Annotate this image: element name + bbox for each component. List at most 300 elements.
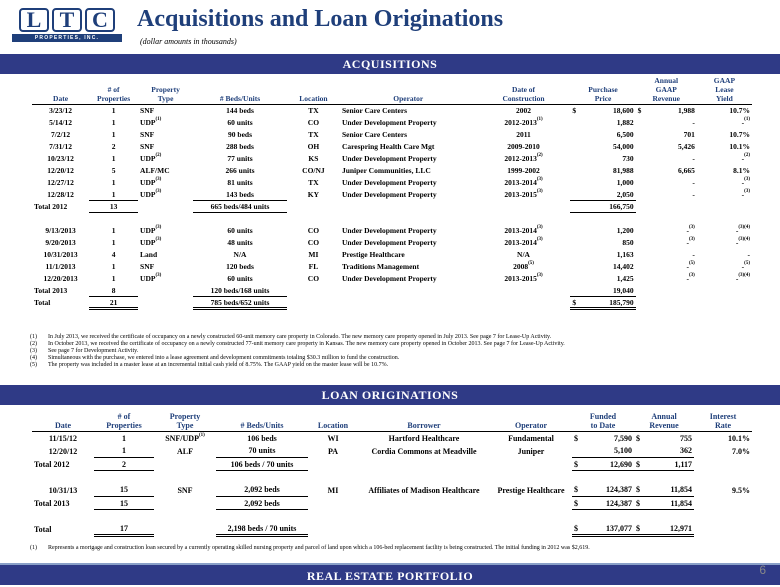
construction-cell — [477, 261, 571, 273]
price-symbol — [570, 189, 584, 201]
construction-cell-value: 2013-2015 — [504, 274, 537, 283]
construction-cell-value: 2002 — [516, 106, 531, 116]
date-cell-value: 12/28/12 — [47, 190, 74, 199]
col-interest-rate: Interest Rate — [694, 412, 752, 432]
location-cell — [287, 141, 340, 153]
num-cell-value: 4 — [111, 250, 116, 259]
location-cell — [287, 249, 340, 261]
empty-cell — [340, 297, 477, 309]
revenue-symbol — [636, 177, 650, 189]
total-row — [32, 458, 752, 471]
borrower-cell — [358, 484, 490, 497]
total-revenue-symbol — [634, 497, 648, 510]
col-annual-revenue: Annual Revenue — [634, 412, 694, 432]
beds-cell — [193, 249, 287, 261]
table-row — [32, 177, 752, 189]
revenue-cell-value: - — [692, 154, 695, 163]
total-label — [32, 458, 94, 471]
revenue-symbol — [636, 237, 650, 249]
date-cell — [32, 237, 89, 249]
beds-cell — [193, 117, 287, 129]
type-cell-value: UDP — [140, 226, 156, 235]
type-cell — [138, 165, 193, 177]
yield-cell — [697, 261, 752, 273]
yield-cell-value: - — [741, 118, 745, 127]
operator-cell — [340, 105, 477, 117]
operator-cell — [340, 165, 477, 177]
empty-cell — [650, 297, 697, 309]
footnote — [30, 334, 750, 341]
yield-cell — [697, 249, 752, 261]
construction-cell — [477, 273, 571, 285]
location-cell — [287, 153, 340, 165]
empty-cell — [358, 497, 490, 510]
price-cell — [585, 117, 636, 129]
footnote-ref: (5) — [744, 261, 750, 266]
date-cell — [32, 177, 89, 189]
operator-cell-value: Juniper — [517, 446, 545, 456]
price-symbol — [570, 153, 584, 165]
total-revenue-value: 1,117 — [674, 459, 692, 469]
date-cell — [32, 165, 89, 177]
operator-cell-value: Senior Care Centers — [341, 130, 408, 139]
total-funded — [586, 523, 634, 536]
revenue-symbol — [636, 225, 650, 237]
total-funded — [586, 497, 634, 510]
operator-cell-value: Under Development Property — [341, 178, 437, 187]
beds-cell — [216, 432, 308, 445]
footnote-ref: (3) — [688, 273, 695, 278]
price-cell — [585, 177, 636, 189]
date-cell — [32, 261, 89, 273]
date-cell — [32, 249, 89, 261]
revenue-cell-value: 701 — [683, 130, 695, 139]
date-cell-value: 12/20/12 — [47, 166, 74, 175]
location-cell — [287, 177, 340, 189]
company-logo — [8, 8, 126, 42]
type-cell-value: UDP — [140, 154, 156, 163]
location-cell — [308, 445, 358, 458]
total-revenue-value: 12,971 — [670, 523, 692, 533]
empty-cell — [697, 297, 752, 309]
operator-cell-value: Senior Care Centers — [341, 106, 408, 116]
price-symbol — [570, 117, 584, 129]
operator-cell — [340, 273, 477, 285]
funded-cell — [586, 484, 634, 497]
num-cell — [89, 249, 138, 261]
yield-cell-value: - — [735, 238, 739, 247]
rate-cell-value: 9.5% — [732, 485, 750, 495]
footnote-text: See page 7 for Development Activity. — [48, 348, 139, 354]
price-symbol — [570, 261, 584, 273]
location-cell — [287, 189, 340, 201]
acquisitions-header-row — [32, 76, 752, 105]
location-cell — [308, 484, 358, 497]
col-beds-units: # Beds/Units — [216, 412, 308, 432]
price-cell-value: 18,600 — [613, 106, 634, 116]
table-row — [32, 432, 752, 445]
total-num — [94, 497, 154, 510]
location-cell-value: KS — [308, 154, 319, 163]
revenue-cell-value: - — [692, 250, 695, 259]
revenue-symbol — [636, 273, 650, 285]
beds-cell — [193, 141, 287, 153]
location-cell-value: TX — [308, 178, 319, 187]
revenue-cell-value: - — [692, 178, 695, 187]
footnote-ref: (3) — [155, 273, 162, 278]
type-cell-value: SNF — [177, 485, 193, 495]
total-row — [32, 523, 752, 536]
yield-cell — [697, 129, 752, 141]
empty-cell — [308, 523, 358, 536]
revenue-cell-value: - — [686, 238, 689, 247]
operator-cell — [340, 261, 477, 273]
type-cell — [138, 105, 193, 117]
price-cell-value: 81,988 — [613, 166, 634, 175]
date-cell-value: 12/20/2013 — [43, 274, 78, 283]
empty-cell — [138, 201, 193, 213]
revenue-cell — [650, 117, 697, 129]
yield-cell — [697, 177, 752, 189]
date-cell — [32, 273, 89, 285]
location-cell — [308, 432, 358, 445]
revenue-cell — [650, 189, 697, 201]
table-row — [32, 105, 752, 117]
empty-cell — [154, 458, 216, 471]
yield-cell-value: - — [741, 154, 745, 163]
beds-cell — [193, 237, 287, 249]
type-cell — [138, 153, 193, 165]
total-beds — [193, 285, 287, 297]
col-date: Date — [32, 76, 89, 105]
total-funded-symbol — [572, 458, 586, 471]
price-cell-value: 6,500 — [616, 130, 634, 139]
footnote-text: The property was included in a master lease at an incremental initial cash yield of 8.75%. The GAAP yield on the master lease will be 10.7%. — [48, 362, 389, 368]
beds-cell-value: 48 units — [227, 238, 253, 247]
total-price — [585, 297, 636, 309]
revenue-cell — [650, 177, 697, 189]
beds-cell-value: 120 beds — [226, 262, 254, 271]
operator-cell — [490, 432, 572, 445]
revenue-cell — [650, 261, 697, 273]
revenue-cell-value: 1,988 — [677, 106, 695, 116]
footnote-text: Simultaneous with the purchase, we entered into a lease agreement and development commitments totaling $30.3 million to fund the construction. — [48, 355, 400, 361]
total-num-value: 17 — [120, 523, 128, 533]
revenue-symbol — [634, 484, 648, 497]
footnote-ref: (3) — [536, 273, 543, 278]
revenue-cell-value: - — [692, 118, 695, 127]
construction-cell — [477, 117, 571, 129]
price-cell-value: 1,163 — [616, 250, 634, 259]
date-cell — [32, 153, 89, 165]
borrower-cell — [358, 445, 490, 458]
empty-cell — [694, 523, 752, 536]
yield-cell-value: - — [741, 178, 745, 187]
col-location: Location — [308, 412, 358, 432]
date-cell — [32, 225, 89, 237]
num-cell — [89, 177, 138, 189]
location-cell — [287, 129, 340, 141]
construction-cell — [477, 141, 571, 153]
yield-cell — [697, 237, 752, 249]
location-cell-value: FL — [308, 262, 319, 271]
type-cell-value: ALF — [177, 446, 193, 456]
price-cell — [585, 141, 636, 153]
num-cell — [89, 153, 138, 165]
num-cell-value: 1 — [111, 154, 116, 163]
operator-cell-value: Juniper Communities, LLC — [341, 166, 431, 175]
type-cell — [138, 189, 193, 201]
location-cell — [287, 225, 340, 237]
price-symbol — [570, 141, 584, 153]
beds-cell-value: 60 units — [227, 226, 253, 235]
location-cell — [287, 105, 340, 117]
revenue-symbol — [634, 432, 648, 445]
total-beds — [216, 458, 308, 471]
total-revenue — [648, 497, 694, 510]
num-cell — [89, 273, 138, 285]
operator-cell — [340, 189, 477, 201]
empty-cell — [477, 285, 571, 297]
num-cell-value: 1 — [111, 262, 116, 271]
num-cell-value: 1 — [111, 130, 116, 139]
location-cell — [287, 237, 340, 249]
total-funded-symbol-value: $ — [574, 498, 578, 508]
yield-cell-value: 10.7% — [729, 130, 750, 139]
total-label — [32, 297, 89, 309]
footnote-ref: (3) — [688, 225, 695, 230]
operator-cell-value: Under Development Property — [341, 226, 437, 235]
total-beds-value: 665 beds/484 units — [210, 202, 270, 211]
total-price-value: 185,790 — [609, 297, 634, 307]
table-row — [32, 153, 752, 165]
total-row — [32, 297, 752, 309]
col-gaap-revenue: Annual GAAP Revenue — [636, 76, 697, 105]
total-revenue-symbol — [634, 523, 648, 536]
total-funded-value: 137,077 — [606, 523, 632, 533]
total-beds-value: 2,092 beds — [244, 498, 280, 508]
empty-cell — [340, 285, 477, 297]
date-cell-value: 10/23/12 — [47, 154, 74, 163]
total-beds-value: 120 beds/168 units — [210, 285, 270, 295]
funded-cell-value: 5,100 — [614, 446, 632, 456]
footnote-ref: (3) — [155, 189, 162, 194]
num-cell — [89, 261, 138, 273]
page-number: 6 — [759, 563, 766, 577]
total-revenue — [648, 523, 694, 536]
construction-cell-value: 2012-2013 — [504, 118, 537, 127]
yield-cell — [697, 273, 752, 285]
location-cell-value: PA — [327, 446, 339, 456]
location-cell-value: CO/NJ — [302, 166, 325, 175]
type-cell-value: SNF — [140, 262, 155, 271]
empty-cell — [650, 201, 697, 213]
operator-cell — [490, 445, 572, 458]
num-cell — [89, 105, 138, 117]
num-cell-value: 15 — [120, 485, 128, 495]
date-cell — [32, 445, 94, 458]
rate-cell-value: 7.0% — [732, 446, 750, 456]
price-cell — [585, 249, 636, 261]
beds-cell-value: 81 units — [227, 178, 253, 187]
beds-cell-value: 2,092 beds — [244, 485, 280, 495]
footnote-ref: (5) — [528, 261, 534, 266]
acquisitions-footnotes — [30, 334, 750, 369]
footnote-ref: (1) — [744, 117, 750, 122]
location-cell-value: OH — [307, 142, 320, 151]
revenue-symbol — [636, 105, 650, 117]
type-cell — [138, 129, 193, 141]
price-cell — [585, 273, 636, 285]
total-price-symbol — [570, 297, 584, 309]
total-funded-symbol-value: $ — [574, 523, 578, 533]
num-cell — [89, 129, 138, 141]
footnote-ref: (2) — [155, 153, 162, 158]
col-operator: Operator — [340, 76, 477, 105]
operator-cell-value: Prestige Healthcare — [497, 485, 565, 495]
revenue-cell-value: - — [686, 262, 689, 271]
price-symbol — [570, 225, 584, 237]
footnote-text: In July 2013, we received the certificate of occupancy on a newly constructed 60-unit memory care property in Colorado. The new memory care property opened in July 2013. See page 7 for Lease-Up Activity. — [48, 334, 552, 340]
total-label-value: Total 2013 — [34, 286, 68, 295]
operator-cell — [340, 129, 477, 141]
type-cell-value: UDP — [140, 178, 156, 187]
empty-cell — [154, 523, 216, 536]
total-price-symbol — [570, 201, 584, 213]
construction-cell-value: 2013-2015 — [504, 190, 537, 199]
operator-cell-value: Under Development Property — [341, 274, 437, 283]
num-cell-value: 1 — [111, 274, 116, 283]
beds-cell — [193, 261, 287, 273]
col-funded: Funded to Date — [572, 412, 634, 432]
price-cell — [585, 105, 636, 117]
yield-cell-value: - — [735, 274, 739, 283]
type-cell-value: UDP — [140, 118, 156, 127]
price-symbol — [570, 129, 584, 141]
price-cell-value: 1,200 — [616, 226, 634, 235]
price-symbol — [570, 165, 584, 177]
empty-cell — [138, 297, 193, 309]
total-num — [89, 201, 138, 213]
num-cell — [89, 117, 138, 129]
total-num-value: 8 — [111, 285, 116, 295]
date-cell — [32, 117, 89, 129]
total-revenue-value: 11,854 — [670, 498, 692, 508]
beds-cell-value: 70 units — [248, 446, 276, 456]
yield-cell — [697, 117, 752, 129]
footnote-ref: (3) — [536, 225, 543, 230]
beds-cell-value: 60 units — [227, 118, 253, 127]
funded-cell — [586, 432, 634, 445]
rate-cell — [694, 432, 752, 445]
total-beds — [216, 523, 308, 536]
price-cell-value: 730 — [622, 154, 634, 163]
footnote-ref: (1) — [155, 117, 162, 122]
acquisitions-table — [32, 76, 752, 310]
empty-cell — [308, 497, 358, 510]
table-row — [32, 129, 752, 141]
date-cell-value: 12/27/12 — [47, 178, 74, 187]
funded-symbol — [572, 484, 586, 497]
footnote-number: (4) — [30, 355, 37, 361]
location-cell-value: TX — [308, 130, 319, 139]
num-cell — [89, 189, 138, 201]
col-date: Date — [32, 412, 94, 432]
revenue-cell — [648, 432, 694, 445]
total-revenue-symbol-value: $ — [636, 523, 640, 533]
beds-cell — [216, 445, 308, 458]
date-cell — [32, 105, 89, 117]
price-cell — [585, 225, 636, 237]
logo-letter: C — [85, 8, 115, 32]
num-cell — [89, 141, 138, 153]
col-num-properties: # of Properties — [94, 412, 154, 432]
total-num-value: 21 — [109, 297, 118, 307]
beds-cell-value: N/A — [233, 250, 247, 259]
type-cell-value: SNF/UDP — [165, 433, 199, 443]
col-num-properties: # of Properties — [89, 76, 138, 105]
revenue-cell — [648, 484, 694, 497]
total-label-value: Total — [34, 524, 52, 534]
yield-cell — [697, 141, 752, 153]
footnote-ref: (1) — [198, 432, 205, 438]
empty-cell — [287, 201, 340, 213]
revenue-symbol — [636, 117, 650, 129]
price-cell-value: 1,425 — [616, 274, 634, 283]
total-label — [32, 497, 94, 510]
total-beds — [193, 297, 287, 309]
col-construction: Date of Construction — [477, 76, 571, 105]
borrower-cell-value: Affiliates of Madison Healthcare — [368, 485, 480, 495]
total-label-value: Total 2013 — [34, 498, 70, 508]
total-price — [585, 285, 636, 297]
spacer-row — [32, 471, 752, 484]
price-symbol-value: $ — [572, 106, 577, 116]
num-cell — [89, 165, 138, 177]
date-cell-value: 3/23/12 — [49, 106, 73, 116]
empty-cell — [490, 458, 572, 471]
revenue-symbol-value: $ — [637, 106, 642, 116]
price-symbol — [570, 249, 584, 261]
yield-cell-value: - — [735, 226, 739, 235]
footnote-number: (1) — [30, 545, 37, 551]
empty-cell — [154, 497, 216, 510]
table-row — [32, 225, 752, 237]
revenue-symbol — [636, 141, 650, 153]
total-label-value: Total 2012 — [34, 459, 70, 469]
footnote-ref: (3)(4) — [738, 225, 750, 230]
operator-cell-value: Fundamental — [508, 433, 554, 443]
revenue-cell — [650, 237, 697, 249]
total-row — [32, 497, 752, 510]
total-label — [32, 523, 94, 536]
beds-cell — [193, 105, 287, 117]
price-symbol — [570, 273, 584, 285]
total-funded-symbol — [572, 523, 586, 536]
type-cell-value: SNF — [140, 142, 155, 151]
empty-cell — [694, 458, 752, 471]
total-row — [32, 285, 752, 297]
revenue-symbol — [636, 261, 650, 273]
total-revenue — [648, 458, 694, 471]
footnote-ref: (3) — [155, 225, 162, 230]
empty-cell — [650, 285, 697, 297]
location-cell — [287, 273, 340, 285]
empty-cell — [308, 458, 358, 471]
revenue-cell — [648, 445, 694, 458]
yield-cell — [697, 105, 752, 117]
price-cell-value: 14,402 — [613, 262, 634, 271]
